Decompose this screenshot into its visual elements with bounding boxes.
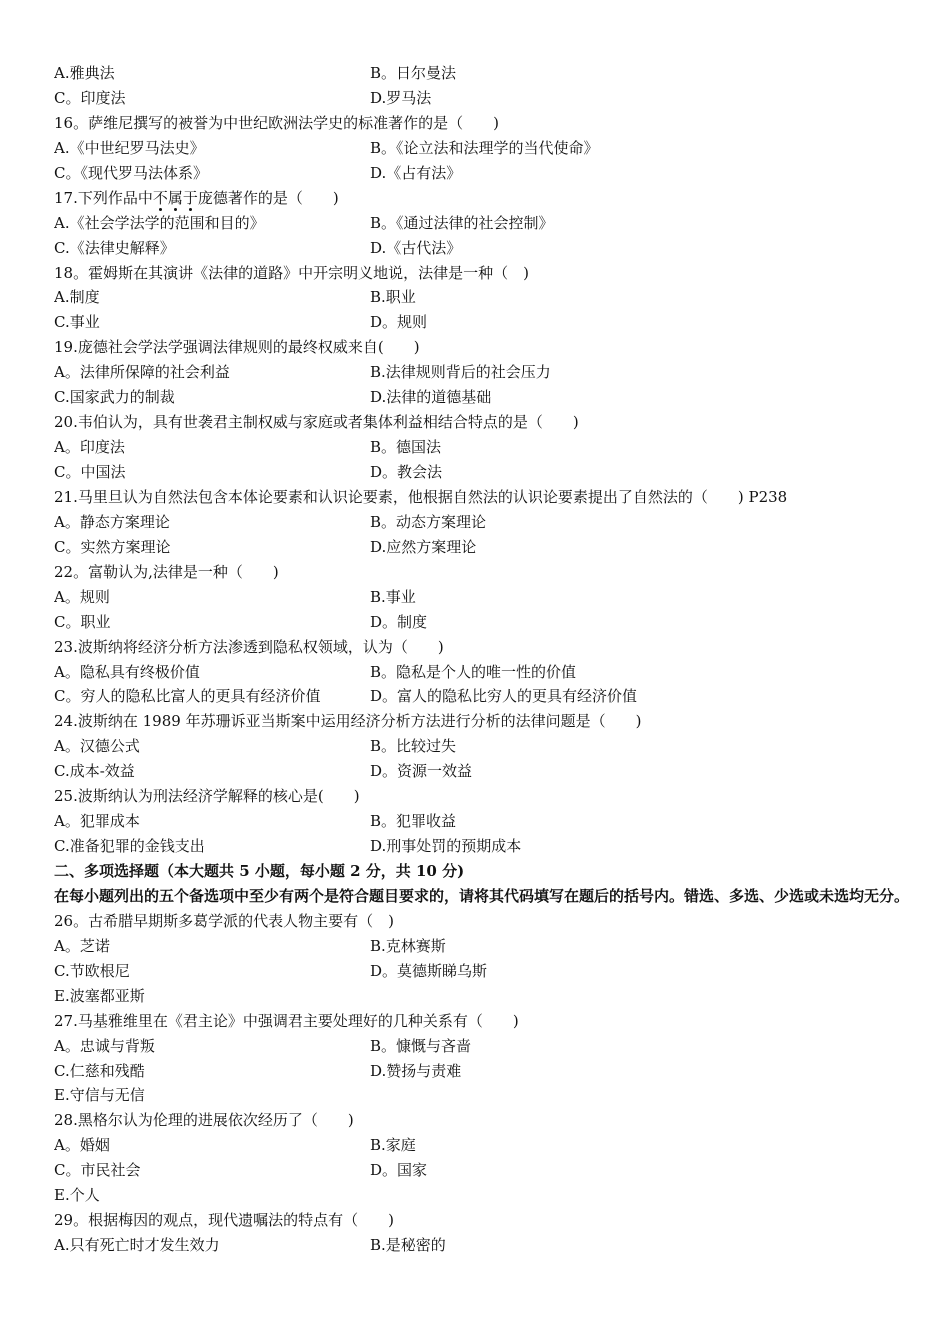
question-26-stem: 26。古希腊早期斯多葛学派的代表人物主要有（ ) [54,911,394,930]
emphasis-char: 不 [152,188,168,207]
option-d: D。莫德斯睇乌斯 [370,961,488,980]
question-19-stem: 19.庞德社会学法学强调法律规则的最终权威来自( ) [54,338,420,357]
option-d: D。资源一效益 [370,762,473,781]
option-row [54,385,910,410]
question-17-stem [54,186,910,211]
option-row [54,934,910,959]
option-row [54,759,910,784]
option-d: D.《占有法》 [370,163,462,182]
option-d: D。规则 [370,313,428,332]
option-c: C.成本-效益 [54,762,135,781]
question-25-stem: 25.波斯纳认为刑法经济学解释的核心是( ) [54,787,360,806]
option-a: A。规则 [54,587,110,606]
option-row [54,535,910,560]
question-16-stem: 16。萨维尼撰写的被誉为中世纪欧洲法学史的标准著作的是（ ) [54,113,499,132]
option-a: A。法律所保障的社会利益 [54,363,230,382]
option-e: E.个人 [54,1186,100,1205]
question-29-stem: 29。根据梅因的观点，现代遗嘱法的特点有（ ) [54,1211,394,1230]
option-d: D.罗马法 [370,88,432,107]
option-b: B.家庭 [370,1136,416,1155]
option-d: D。教会法 [370,463,443,481]
option-d: D。富人的隐私比穷人的更具有经济价值 [370,687,638,706]
option-b: B。比较过失 [370,737,457,756]
option-row [54,1034,910,1059]
option-b: B。《论立法和法理学的当代使命》 [370,138,599,157]
option-d: D。制度 [370,612,428,631]
option-c: C。穷人的隐私比富人的更具有经济价值 [54,687,321,706]
option-c: C.国家武力的制裁 [54,388,175,407]
option-a: A。静态方案理论 [54,512,170,531]
option-c: C。市民社会 [54,1161,141,1180]
option-d: D.赞扬与责难 [370,1061,462,1080]
option-row [54,660,910,685]
option-a: A。婚姻 [54,1136,110,1155]
option-a: A.《中世纪罗马法史》 [54,138,205,157]
question-20-stem: 20.韦伯认为，具有世袭君主制权威与家庭或者集体利益相结合特点的是（ ) [54,413,579,432]
option-row [54,734,910,759]
option-d: D.法律的道德基础 [370,388,492,407]
question-23-stem: 23.波斯纳将经济分析方法渗透到隐私权领域，认为（ ) [54,637,444,656]
option-a: A。犯罪成本 [54,812,140,831]
emphasis-char: 于 [182,188,198,207]
question-27-stem: 27.马基雅维里在《君主论》中强调君主要处理好的几种关系有（ ) [54,1011,519,1030]
option-a: A.制度 [54,288,100,307]
option-b: B。隐私是个人的唯一性的价值 [370,662,577,681]
option-b: B。动态方案理论 [370,512,487,531]
option-b: B.事业 [370,587,416,606]
section-2-instruction: 在每小题列出的五个备选项中至少有两个是符合题目要求的，请将其代码填写在题后的括号内。错选、多选、少选或未选均无分。 [54,886,910,905]
option-row [54,809,910,834]
option-d: D.刑事处罚的预期成本 [370,837,522,856]
option-c: C。中国法 [54,463,126,481]
option-c: C.《法律史解释》 [54,238,175,257]
option-c: C。印度法 [54,88,126,107]
option-b: B。慷慨与吝啬 [370,1036,472,1055]
option-row [54,136,910,161]
option-c: C。职业 [54,612,111,631]
option-row [54,86,910,111]
option-d: D.《古代法》 [370,238,462,257]
option-row [54,310,910,335]
option-row [54,1133,910,1158]
option-row [54,510,910,535]
option-a: A。汉德公式 [54,737,140,756]
option-a: A。忠诚与背叛 [54,1036,155,1055]
question-22-stem: 22。富勒认为,法律是一种（ ) [54,562,279,581]
option-b: B。《通过法律的社会控制》 [370,213,554,232]
option-row [54,161,910,186]
option-c: C.仁慈和残酷 [54,1061,145,1080]
option-row [54,610,910,635]
option-d: D。国家 [370,1161,428,1180]
stem-post: 庞德著作的是（ ) [197,188,339,207]
stem-pre: 17.下列作品中 [54,188,153,207]
option-c: C.事业 [54,313,100,332]
option-row [54,435,910,460]
option-c: C.节欧根尼 [54,961,130,980]
option-row [54,1158,910,1183]
option-row [54,236,910,261]
option-row [54,285,910,310]
section-2-title: 二、多项选择题（本大题共 5 小题，每小题 2 分，共 10 分) [54,862,465,880]
question-28-stem: 28.黑格尔认为伦理的进展依次经历了（ ) [54,1111,354,1130]
option-row [54,959,910,984]
option-row [54,211,910,236]
option-d: D.应然方案理论 [370,537,477,556]
option-row [54,61,910,86]
option-b: B.是秘密的 [370,1236,446,1255]
option-row [54,834,910,859]
option-c: C。实然方案理论 [54,537,171,556]
option-row [54,460,910,485]
option-e: E.守信与无信 [54,1086,145,1105]
option-row [54,684,910,709]
option-b: B。犯罪收益 [370,812,457,831]
option-row [54,585,910,610]
emphasis-char: 属 [167,188,183,207]
option-row [54,1233,910,1258]
question-24-stem: 24.波斯纳在 1989 年苏珊诉亚当斯案中运用经济分析方法进行分析的法律问题是（ ) [54,712,642,731]
option-a: A.只有死亡时才发生效力 [54,1236,220,1255]
option-e: E.波塞都亚斯 [54,986,145,1005]
option-a: A。芝诺 [54,936,110,955]
option-row [54,1059,910,1084]
option-row [54,360,910,385]
option-c: C。《现代罗马法体系》 [54,163,208,182]
option-b: B.法律规则背后的社会压力 [370,363,551,382]
option-a: A.《社会学法学的范围和目的》 [54,213,265,232]
option-b: B。日尔曼法 [370,64,457,82]
option-a: A。隐私具有终极价值 [54,662,200,681]
option-b: B.克林赛斯 [370,936,446,955]
option-a: A。印度法 [54,438,125,457]
question-21-stem: 21.马里旦认为自然法包含本体论要素和认识论要素，他根据自然法的认识论要素提出了自然法的（ ) P238 [54,487,788,506]
option-c: C.准备犯罪的金钱支出 [54,837,205,856]
option-b: B.职业 [370,288,416,307]
question-18-stem: 18。霍姆斯在其演讲《法律的道路》中开宗明义地说，法律是一种（ ) [54,263,529,282]
option-a: A.雅典法 [54,64,115,82]
option-b: B。德国法 [370,438,442,457]
